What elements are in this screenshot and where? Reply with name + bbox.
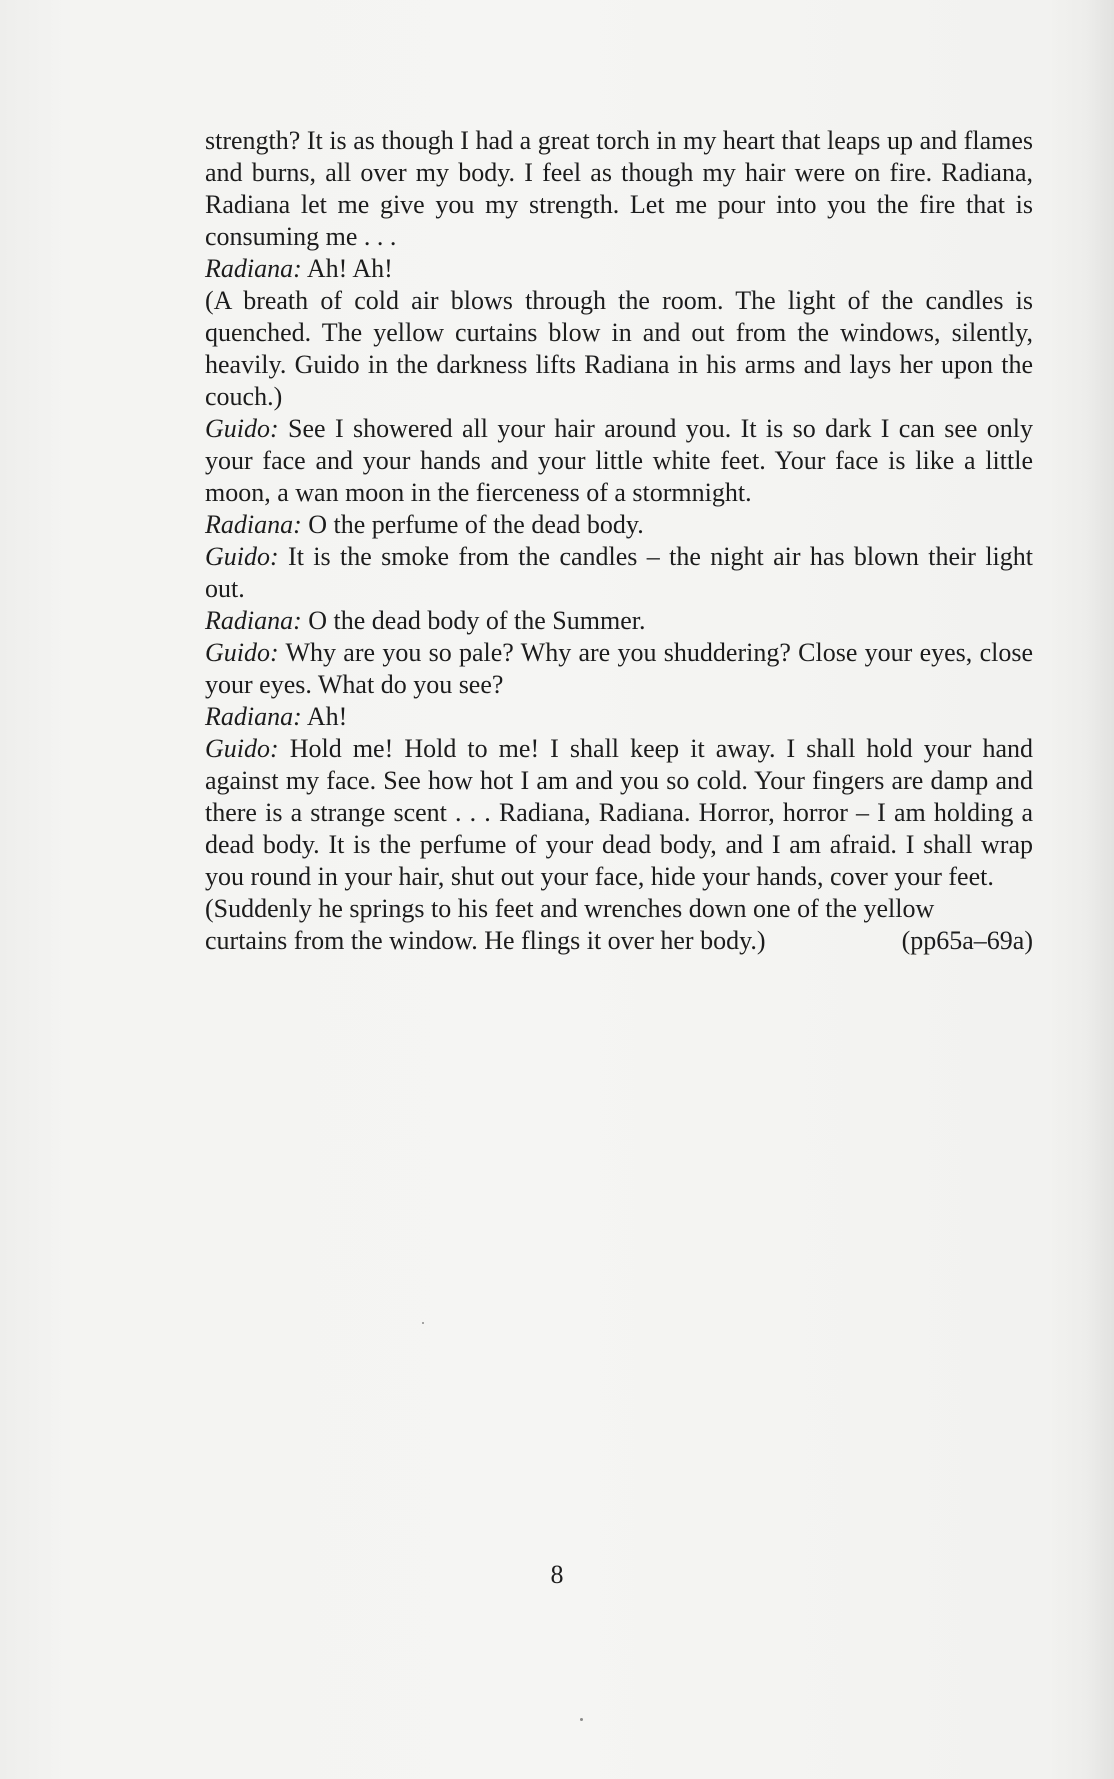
dialogue-line (205, 605, 1033, 637)
dialogue-text: See I showered all your hair around you. It is so dark I can see only your face and your hands and your little white feet. Your face is like a little moon, a wan moon in the fierceness of a stormnight. (205, 414, 1033, 507)
speaker-name: Guido: (205, 542, 279, 571)
page-citation: (pp65a–69a) (901, 926, 1033, 955)
dialogue-text: O the perfume of the dead body. (301, 510, 644, 539)
speaker-name: Guido: (205, 638, 279, 667)
dialogue-text: Why are you so pale? Why are you shuddering? Close your eyes, close your eyes. What do you see? (205, 638, 1033, 699)
dialogue-text: It is the smoke from the candles – the night air has blown their light out. (205, 542, 1033, 603)
dialogue-text: Hold me! Hold to me! I shall keep it away. I shall hold your hand against my face. See how hot I am and you so cold. Your fingers are damp and there is a strange scent . . . Radiana, Radiana. Horror, horror – I am holding a dead body. It is the perfume of your dead body, and I am afraid. I shall wrap you round in your hair, shut out your face, hide your hands, cover your feet. (205, 734, 1033, 891)
dialogue-line (205, 733, 1033, 893)
page-edge-shadow (1086, 0, 1114, 1779)
passage-text (205, 125, 1033, 957)
speaker-name: Radiana: (205, 510, 302, 539)
speaker-name: Guido: (205, 414, 279, 443)
dialogue-line (205, 701, 1033, 733)
scan-speck (422, 1322, 424, 1324)
stage-direction-last-line (205, 925, 1033, 957)
speaker-name: Radiana: (205, 702, 302, 731)
dialogue-text: Ah! (301, 702, 348, 731)
dialogue-line (205, 541, 1033, 605)
dialogue-line (205, 413, 1033, 509)
opening-paragraph: strength? It is as though I had a great torch in my heart that leaps up and flames and burns, all over my body. I feel as though my hair were on fire. Radiana, Radiana let me give you my strength. Let me pour into you the fire that is consuming me . . . (205, 126, 1033, 251)
page-number: 8 (550, 1560, 564, 1589)
speaker-name: Radiana: (205, 606, 302, 635)
stage-direction: (A breath of cold air blows through the room. The light of the candles is quenched. The yellow curtains blow in and out from the windows, silently, heavily. Guido in the darkness lifts Radiana in his arms and lays her upon the couch.) (205, 286, 1033, 411)
dialogue-line (205, 509, 1033, 541)
dialogue-text: Ah! Ah! (301, 254, 393, 283)
dialogue-line (205, 253, 1033, 285)
speaker-name: Guido: (205, 734, 279, 763)
stage-direction-first-line: (Suddenly he springs to his feet and wrenches down one of the yellow (205, 894, 935, 923)
scan-speck (580, 1718, 583, 1721)
speaker-name: Radiana: (205, 254, 302, 283)
dialogue-text: O the dead body of the Summer. (301, 606, 646, 635)
stage-direction-end: curtains from the window. He flings it over her body.) (205, 926, 766, 955)
dialogue-line (205, 637, 1033, 701)
